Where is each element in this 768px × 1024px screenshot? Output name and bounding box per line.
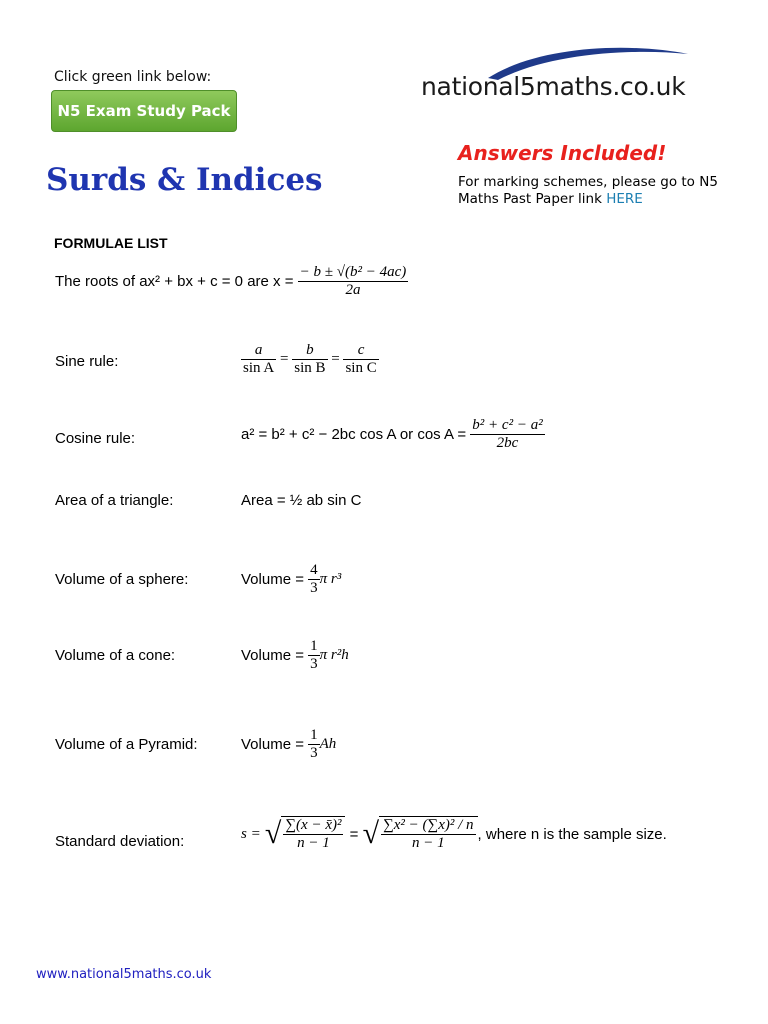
marking-text: For marking schemes, please go to N5 Maths Past Paper link: [458, 174, 718, 207]
sd-den-2: n − 1: [411, 835, 445, 851]
sine-den-b: sin B: [294, 360, 326, 376]
page-title: Surds & Indices: [46, 162, 323, 198]
sqrt-icon-2: √: [362, 817, 380, 850]
sine-fraction-a: [241, 342, 276, 377]
marking-note: [458, 174, 748, 208]
roots-fraction: [298, 264, 409, 299]
sine-rule-label: Sine rule:: [55, 353, 119, 370]
sine-fraction-b: [292, 342, 327, 377]
sd-formula: s = √ $\frac{\text{∑(x − x̄)²}}{n - 1}$ = √ $\frac{\text{∑x² − (∑x)² / n}}{n - 1}$ , where n is the sample size.: [241, 817, 667, 851]
sd-fraction-2: [381, 817, 475, 852]
sphere-den: 3: [310, 580, 318, 596]
sine-fraction-c: [343, 342, 378, 377]
roots-equation: ax² + bx + c = 0 are x =: [139, 273, 294, 290]
cosine-rule-label: Cosine rule:: [55, 430, 136, 447]
pyramid-prefix: Volume =: [241, 736, 304, 753]
pyramid-label: Volume of a Pyramid:: [55, 736, 198, 753]
cone-fraction: [308, 638, 320, 673]
sphere-suffix: π r³: [319, 571, 342, 587]
sd-den-1: n − 1: [297, 835, 330, 851]
roots-denominator: 2a: [345, 282, 361, 298]
pyramid-fraction: [308, 727, 320, 762]
cosine-fraction: [470, 417, 544, 452]
answers-banner: Answers Included!: [458, 141, 667, 165]
formulae-heading: FORMULAE LIST: [54, 235, 168, 251]
cosine-rule-formula: [241, 417, 545, 452]
sphere-formula: [241, 562, 341, 597]
sine-num-b: b: [292, 342, 327, 360]
pyramid-formula: [241, 727, 336, 762]
pyramid-num: 1: [310, 727, 318, 743]
sd-suffix: , where n is the sample size.: [477, 825, 667, 843]
cone-suffix: π r²h: [319, 647, 349, 663]
sd-fraction-1: [283, 817, 343, 852]
cone-num: 1: [310, 638, 318, 654]
site-logo[interactable]: [418, 42, 718, 112]
area-label: Area of a triangle:: [55, 492, 174, 509]
here-link[interactable]: HERE: [606, 191, 643, 207]
pyramid-suffix: Ah: [319, 736, 337, 752]
cone-prefix: Volume =: [241, 647, 304, 664]
cosine-numerator: b² + c² − a²: [472, 417, 543, 433]
sine-den-c: sin C: [345, 360, 377, 376]
cone-label: Volume of a cone:: [55, 647, 176, 664]
area-formula: Area = ½ ab sin C: [241, 492, 362, 509]
sine-num-a: a: [241, 342, 276, 360]
sphere-label: Volume of a sphere:: [55, 571, 189, 588]
pyramid-den: 3: [310, 745, 318, 761]
cone-den: 3: [310, 656, 318, 672]
roots-numerator: − b ± √(b² − 4ac): [299, 264, 407, 280]
footer-link[interactable]: www.national5maths.co.uk: [36, 967, 212, 982]
formula-roots: [55, 264, 408, 299]
sphere-num: 4: [310, 562, 318, 578]
cosine-denominator: 2bc: [496, 435, 519, 451]
sd-num-2: ∑x² − (∑x)² / n: [383, 817, 474, 833]
sine-num-c: c: [343, 342, 378, 360]
cosine-expression: a² = b² + c² − 2bc cos A or cos A =: [241, 426, 467, 443]
sphere-prefix: Volume =: [241, 571, 304, 588]
logo-text: national5maths.co.uk: [421, 72, 686, 101]
sine-den-a: sin A: [243, 360, 275, 376]
sd-label: Standard deviation:: [55, 833, 185, 850]
sphere-fraction: [308, 562, 320, 597]
study-pack-button[interactable]: N5 Exam Study Pack: [51, 90, 237, 132]
sine-rule-formula: $\frac{a}{\text{sin A}}$ = $\frac{b}{\text{sin B}}$ = $\frac{c}{\text{sin C}}$: [243, 342, 377, 376]
sqrt-icon: √: [264, 817, 282, 850]
click-note: Click green link below:: [54, 69, 212, 85]
sd-num-1: ∑(x − x̄)²: [285, 817, 342, 833]
sd-prefix: s =: [241, 825, 261, 842]
cone-formula: [241, 638, 349, 673]
roots-label: The roots of: [55, 273, 136, 290]
